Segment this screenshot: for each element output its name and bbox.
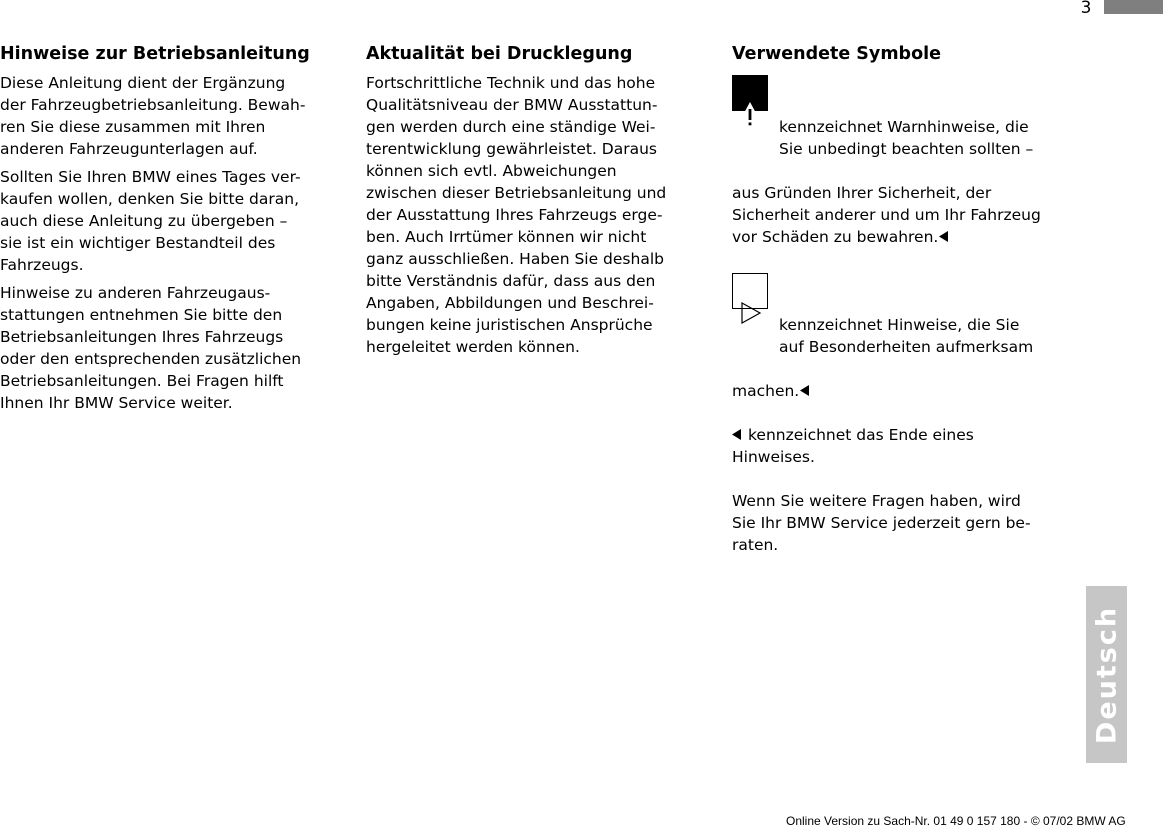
heading-operating-instructions: Hinweise zur Betriebsanleitung: [0, 44, 310, 64]
column-print-currency: [366, 42, 716, 364]
warning-triangle-icon: [732, 75, 768, 111]
note-description-head: kennzeichnet Hinweise, die Sie auf Besonderheiten aufmerksam: [779, 316, 1034, 356]
page-tab-marker: [1104, 0, 1163, 14]
warning-description-head: kennzeichnet Warnhinweise, die Sie unbedingt beachten sollten –: [779, 118, 1034, 158]
page-number: 3: [1080, 0, 1092, 18]
language-tab: [1086, 586, 1127, 763]
language-tab-label: Deutsch: [1091, 605, 1122, 744]
paragraph: Fortschrittliche Technik und das hohe Qualitätsniveau der BMW Ausstattun- gen werden durch eine ständige Wei- terentwicklung gewährleistet. Daraus können sich evtl. Abweichungen zwischen dieser Betriebsanleitung und der Ausstattung Ihres Fahrzeugs erge- ben. Auch Irrtümer können wir nicht ganz ausschließen. Haben Sie deshalb bitte Verständnis dafür, dass aus den Angaben, Abbildungen und Beschrei- bungen keine juristischen Ansprüche hergeleitet werden können.: [366, 74, 667, 356]
note-arrow-icon: [732, 273, 768, 309]
footer-note: Online Version zu Sach-Nr. 01 49 0 157 180 - © 07/02 BMW AG: [786, 814, 1126, 828]
warning-symbol-block: [732, 72, 1082, 248]
paragraph: Hinweise zu anderen Fahrzeugaus- stattungen entnehmen Sie bitte den Betriebsanleitungen Ihres Fahrzeugs oder den entsprechenden zusätzlichen Betriebsanleitungen. Bei Fragen hilft Ihnen Ihr BMW Service weiter.: [0, 284, 302, 412]
end-marker-icon: [939, 226, 948, 248]
end-marker-icon: [732, 424, 741, 446]
end-marker-icon: [800, 380, 809, 402]
closing-paragraph: Wenn Sie weitere Fragen haben, wird Sie Ihr BMW Service jederzeit gern be- raten.: [732, 492, 1031, 554]
heading-symbols: Verwendete Symbole: [732, 44, 941, 64]
note-description-rest: machen.: [732, 382, 800, 400]
column-symbols: [732, 42, 1082, 562]
column-operating-instructions: [0, 42, 352, 420]
heading-print-currency: Aktualität bei Drucklegung: [366, 44, 633, 64]
paragraph: Diese Anleitung dient der Ergänzung der Fahrzeugbetriebsanleitung. Bewah- ren Sie diese zusammen mit Ihren anderen Fahrzeugunterlagen auf.: [0, 74, 306, 158]
end-marker-block: [732, 424, 1082, 468]
end-marker-description: kennzeichnet das Ende eines Hinweises.: [732, 426, 974, 466]
warning-description-rest: aus Gründen Ihrer Sicherheit, der Sicherheit anderer und um Ihr Fahrzeug vor Schäden zu bewahren.: [732, 184, 1041, 246]
note-symbol-block: [732, 270, 1082, 402]
paragraph: Sollten Sie Ihren BMW eines Tages ver- kaufen wollen, denken Sie bitte daran, auch diese Anleitung zu übergeben – sie ist ein wichtiger Bestandteil des Fahrzeugs.: [0, 168, 301, 274]
